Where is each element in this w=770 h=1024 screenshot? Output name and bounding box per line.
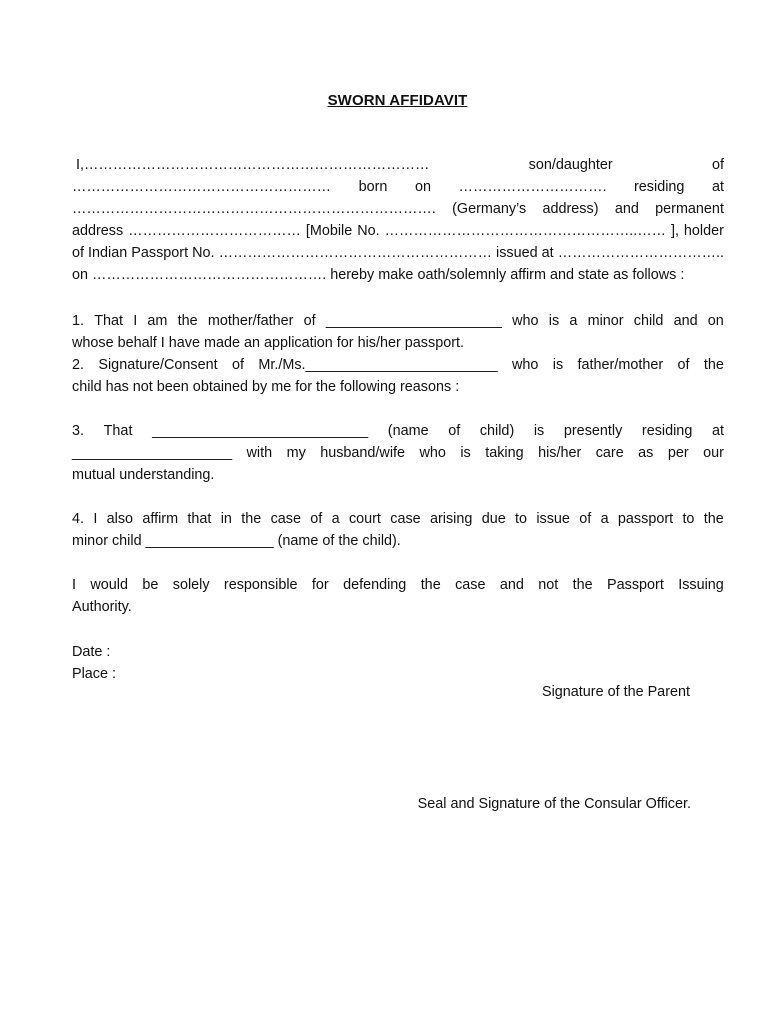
word: …………………………………………………………………. bbox=[72, 201, 436, 217]
word: affirm bbox=[142, 511, 179, 527]
word: would bbox=[90, 577, 128, 593]
word: of bbox=[677, 357, 690, 373]
word: for bbox=[311, 577, 329, 593]
signature-parent-label: Signature of the Parent bbox=[541, 684, 690, 700]
word: of bbox=[303, 313, 316, 329]
word: 2. bbox=[72, 357, 85, 373]
word: …………………………….. bbox=[557, 245, 724, 261]
word: address) bbox=[542, 201, 599, 217]
word: ____________________ bbox=[72, 445, 233, 461]
word: Mr./Ms.________________________ bbox=[258, 357, 498, 373]
preamble-line-6: on …………………………………………. hereby make oath/solemnly affirm and state as follows : bbox=[72, 267, 685, 283]
word: court bbox=[348, 511, 381, 527]
word: who bbox=[511, 357, 539, 373]
word: I bbox=[93, 511, 98, 527]
word: ……………………………………………..…… bbox=[384, 223, 666, 239]
place-label: Place : bbox=[72, 666, 116, 682]
word: husband/wife bbox=[320, 445, 406, 461]
word: a bbox=[600, 511, 609, 527]
word: of bbox=[231, 357, 244, 373]
word: a bbox=[331, 511, 340, 527]
preamble bbox=[72, 154, 724, 286]
word: ], bbox=[670, 223, 679, 239]
word: permanent bbox=[655, 201, 724, 217]
word: due bbox=[481, 511, 506, 527]
document-title: SWORN AFFIDAVIT bbox=[327, 92, 468, 109]
word: I bbox=[72, 577, 76, 593]
word: at bbox=[541, 245, 554, 261]
word: child bbox=[633, 313, 664, 329]
word: am bbox=[147, 313, 168, 329]
word: I bbox=[133, 313, 138, 329]
word: Signature/Consent bbox=[98, 357, 218, 373]
word: residing bbox=[634, 179, 685, 195]
word: minor bbox=[587, 313, 624, 329]
word: the bbox=[241, 511, 262, 527]
word: per bbox=[667, 445, 689, 461]
word: ………………………………………………… bbox=[218, 245, 492, 261]
word: child) bbox=[479, 423, 515, 439]
word: care bbox=[595, 445, 624, 461]
para4-line-1 bbox=[72, 508, 724, 530]
word: holder bbox=[683, 223, 724, 239]
paragraph-5 bbox=[72, 574, 724, 618]
word: ……………………………………………… bbox=[72, 179, 332, 195]
signature-officer-label: Seal and Signature of the Consular Officer. bbox=[417, 796, 691, 812]
word: residing bbox=[641, 423, 693, 439]
word: That bbox=[94, 313, 124, 329]
para3-line-1 bbox=[72, 420, 724, 442]
para3-line-2 bbox=[72, 442, 724, 464]
word: ______________________ bbox=[325, 313, 502, 329]
word: presently bbox=[563, 423, 623, 439]
word: with bbox=[246, 445, 273, 461]
word: issue bbox=[536, 511, 570, 527]
preamble-line-1 bbox=[72, 154, 724, 176]
word: father/mother bbox=[577, 357, 664, 373]
word: my bbox=[286, 445, 306, 461]
word: at bbox=[711, 423, 724, 439]
para4-line-2: minor child ________________ (name of the child). bbox=[72, 533, 401, 549]
word: who bbox=[419, 445, 446, 461]
paragraph-4 bbox=[72, 508, 724, 552]
word: address bbox=[72, 223, 124, 239]
word: case bbox=[455, 577, 486, 593]
word: that bbox=[187, 511, 212, 527]
word: of bbox=[579, 511, 592, 527]
paragraph-3 bbox=[72, 420, 724, 486]
word: of bbox=[72, 245, 85, 261]
word: No. bbox=[357, 223, 380, 239]
word: in bbox=[220, 511, 232, 527]
word: to bbox=[682, 511, 695, 527]
word: the bbox=[703, 511, 724, 527]
word: of bbox=[711, 157, 724, 173]
word: and bbox=[614, 201, 639, 217]
word: son/daughter bbox=[528, 157, 613, 173]
word: is bbox=[552, 357, 564, 373]
word: solely bbox=[172, 577, 210, 593]
preamble-line-3 bbox=[72, 198, 724, 220]
word: to bbox=[515, 511, 528, 527]
paragraph-1-2 bbox=[72, 310, 724, 398]
preamble-line-5 bbox=[72, 242, 724, 264]
word: [Mobile bbox=[305, 223, 353, 239]
word: and bbox=[673, 313, 698, 329]
para2-line-1 bbox=[72, 354, 724, 376]
word: mother/father bbox=[207, 313, 294, 329]
word: (name bbox=[387, 423, 429, 439]
word: case bbox=[270, 511, 301, 527]
word: ……………………………… bbox=[128, 223, 301, 239]
para3-line-3: mutual understanding. bbox=[72, 467, 215, 483]
para2-line-2: child has not been obtained by me for the following reasons : bbox=[72, 379, 460, 395]
word: a bbox=[569, 313, 578, 329]
para5-line-2: Authority. bbox=[72, 599, 132, 615]
word: is bbox=[460, 445, 471, 461]
word: at bbox=[711, 179, 724, 195]
word: also bbox=[106, 511, 134, 527]
word: is bbox=[533, 423, 545, 439]
preamble-line-2 bbox=[72, 176, 724, 198]
word: ___________________________ bbox=[152, 423, 369, 439]
date-place-block bbox=[72, 641, 724, 685]
word: 3. bbox=[72, 423, 85, 439]
word: That bbox=[103, 423, 133, 439]
word: his/her bbox=[538, 445, 582, 461]
word: the bbox=[703, 357, 724, 373]
word: the bbox=[420, 577, 441, 593]
word: Passport bbox=[607, 577, 664, 593]
para5-line-1 bbox=[72, 574, 724, 596]
word: passport bbox=[617, 511, 674, 527]
word: of bbox=[310, 511, 323, 527]
word: the bbox=[177, 313, 198, 329]
word: case bbox=[390, 511, 421, 527]
para1-line-2: whose behalf I have made an application for his/her passport. bbox=[72, 335, 464, 351]
word: of bbox=[448, 423, 461, 439]
date-label: Date : bbox=[72, 644, 111, 660]
word: be bbox=[142, 577, 159, 593]
word: taking bbox=[485, 445, 524, 461]
word: and bbox=[499, 577, 524, 593]
word: not bbox=[538, 577, 559, 593]
para1-line-1 bbox=[72, 310, 724, 332]
word: 1. bbox=[72, 313, 85, 329]
word: our bbox=[703, 445, 724, 461]
word: on bbox=[414, 179, 431, 195]
word: I,……………………………………………………………… bbox=[76, 157, 430, 173]
word: 4. bbox=[72, 511, 85, 527]
word: No. bbox=[192, 245, 215, 261]
word: (Germany’s bbox=[452, 201, 527, 217]
word: …………………………. bbox=[458, 179, 607, 195]
word: arising bbox=[429, 511, 473, 527]
word: Indian bbox=[88, 245, 128, 261]
word: on bbox=[707, 313, 724, 329]
word: born bbox=[358, 179, 388, 195]
word: Issuing bbox=[678, 577, 724, 593]
word: as bbox=[638, 445, 654, 461]
word: responsible bbox=[223, 577, 298, 593]
word: issued bbox=[496, 245, 538, 261]
word: the bbox=[572, 577, 593, 593]
word: defending bbox=[343, 577, 407, 593]
preamble-line-4 bbox=[72, 220, 724, 242]
word: is bbox=[548, 313, 560, 329]
word: who bbox=[512, 313, 539, 329]
word: Passport bbox=[131, 245, 189, 261]
